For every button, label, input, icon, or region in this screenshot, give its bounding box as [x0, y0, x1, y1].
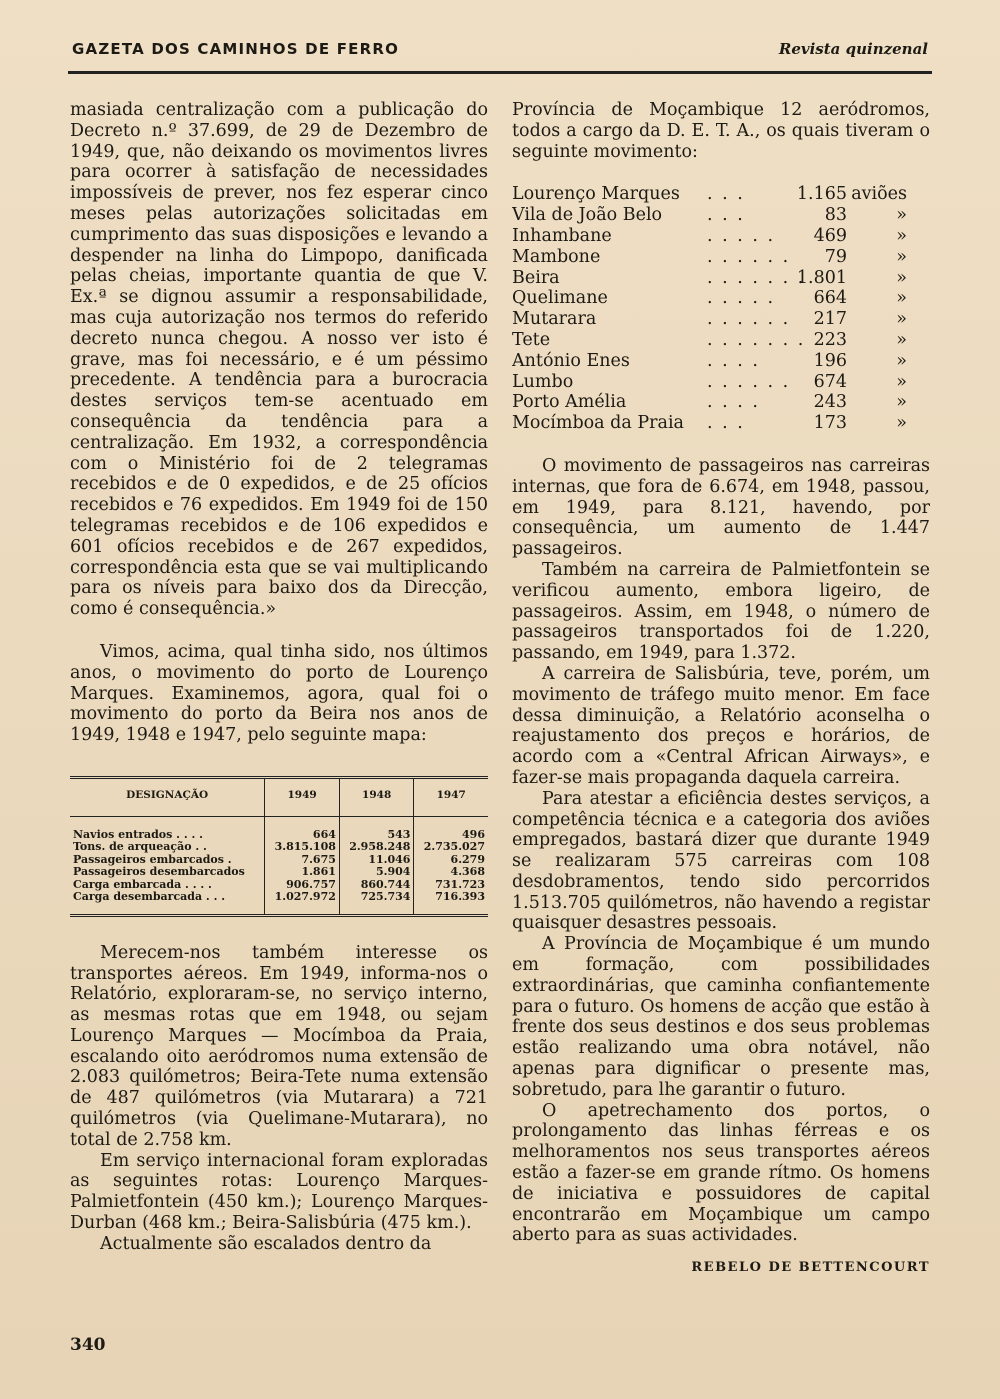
aerodrome-name: Vila de João Belo [512, 205, 663, 226]
aerodrome-value: 196 [813, 350, 847, 371]
journal-title: GAZETA DOS CAMINHOS DE FERRO [72, 40, 400, 58]
aerodrome-value: 83 [824, 205, 847, 226]
aerodrome-name: Lourenço Marques [512, 184, 680, 205]
page-number: 340 [70, 1335, 106, 1355]
list-item [512, 372, 930, 393]
leader-dots: . . . . [707, 350, 760, 371]
paragraph: O apetrechamento dos portos, o prolongamento das linhas férreas e os melhoramentos nos seus transportes aéreos estão a fazer-se em grande rítmo. Os homens de iniciativa e possuidores de capital encontrarão em Moçambique um campo aberto para as suas actividades. [512, 1100, 930, 1246]
row-label: Passageiros embarcados . [73, 852, 232, 866]
row-label: Navios entrados . . . . [73, 827, 203, 841]
leader-dots: . . . . . . . [707, 329, 806, 350]
aerodrome-unit: » [896, 246, 907, 267]
aerodrome-value: 243 [813, 392, 847, 413]
aerodrome-value: 173 [813, 413, 847, 434]
aerodrome-unit: aviões [851, 184, 907, 205]
cell: 725.734 [339, 891, 414, 915]
aerodrome-name: Mocímboa da Praia [512, 413, 684, 434]
list-item [512, 413, 930, 434]
aerodrome-value: 79 [824, 246, 847, 267]
aerodrome-unit: » [896, 205, 907, 226]
cell: 11.046 [339, 854, 414, 867]
aerodrome-unit: » [896, 371, 907, 392]
cell: 7.675 [265, 854, 340, 867]
table-row [70, 841, 488, 854]
aerodrome-value: 664 [813, 288, 847, 309]
aerodrome-name: Mutarara [512, 309, 597, 330]
table-header: 1947 [414, 777, 488, 816]
paragraph: Actualmente são escalados dentro da [100, 1233, 432, 1254]
aerodrome-name: António Enes [512, 350, 630, 371]
cell: 731.723 [414, 879, 488, 892]
leader-dots: . . . . . [707, 225, 776, 246]
cell: 664 [265, 816, 340, 841]
cell: 906.757 [265, 879, 340, 892]
paragraph: Merecem-nos também interesse os transportes aéreos. Em 1949, informa-nos o Relatório, exploraram-se, no serviço interno, as mesmas rotas que em 1948, ou sejam Lourenço Marques — Mocímboa da Praia, escalando oito aeródromos numa extensão de 2.083 quilómetros; Beira-Tete numa extensão de 487 quilómetros (via Mutarara) a 721 quilómetros (via Quelimane-Mutarara), no total de 2.758 km. [70, 942, 488, 1150]
list-item [512, 351, 930, 372]
list-item [512, 226, 930, 247]
aerodrome-name: Porto Amélia [512, 392, 627, 413]
aerodrome-name: Lumbo [512, 371, 574, 392]
leader-dots: . . . . . [707, 288, 776, 309]
paragraph: Também na carreira de Palmietfontein se verificou aumento, embora ligeiro, de passageiros. Assim, em 1948, o número de passageiros transportados foi de 1.220, passando, em 1949, para 1.372. [512, 559, 930, 664]
cell: 2.735.027 [414, 841, 488, 854]
list-item [512, 288, 930, 309]
cell: 1.027.972 [265, 891, 340, 915]
list-item [512, 330, 930, 351]
cell: 3.815.108 [265, 841, 340, 854]
leader-dots: . . . . . . [707, 246, 791, 267]
table-header: 1948 [339, 777, 414, 816]
aerodrome-value: 1.165 [796, 184, 847, 205]
table-header: 1949 [265, 777, 340, 816]
issue-type: Revista quinzenal [778, 40, 928, 58]
paragraph: O movimento de passageiros nas carreiras internas, que fora de 6.674, em 1948, passou, em 1949, para 8.121, havendo, por consequência, um aumento de 1.447 passageiros. [512, 455, 930, 560]
leader-dots: . . . . [707, 392, 760, 413]
aerodrome-list [512, 184, 930, 434]
aerodrome-unit: » [896, 329, 907, 350]
table-row [70, 891, 488, 915]
cell: 543 [339, 816, 414, 841]
paragraph: Vimos, acima, qual tinha sido, nos últimos anos, o movimento do porto de Lourenço Marques. Examinemos, agora, qual foi o movimento do porto da Beira nos anos de 1949, 1948 e 1947, pelo seguinte mapa: [70, 641, 488, 746]
aerodrome-value: 1.801 [796, 267, 847, 288]
author-signature: REBELO DE BETTENCOURT [691, 1260, 930, 1276]
aerodrome-unit: » [896, 392, 907, 413]
paragraph: Em serviço internacional foram exploradas as seguintes rotas: Lourenço Marques-Palmietfontein (450 km.); Lourenço Marques-Durban (468 km.; Beira-Salisbúria (475 km.). [70, 1150, 488, 1234]
aerodrome-unit: » [896, 267, 907, 288]
table-row [70, 816, 488, 841]
leader-dots: . . . . . . [707, 371, 791, 392]
cell: 5.904 [339, 866, 414, 879]
aerodrome-name: Beira [512, 267, 560, 288]
cell: 716.393 [414, 891, 488, 915]
aerodrome-unit: » [896, 225, 907, 246]
cell: 1.861 [265, 866, 340, 879]
list-item [512, 205, 930, 226]
leader-dots: . . . [707, 413, 745, 434]
header-rule [68, 71, 932, 74]
aerodrome-value: 223 [813, 329, 847, 350]
aerodrome-name: Inhambane [512, 225, 612, 246]
left-column [70, 100, 488, 1255]
table-row [70, 866, 488, 879]
leader-dots: . . . . . . . [707, 267, 806, 288]
row-label: Carga desembarcada . . . [73, 890, 226, 904]
list-item [512, 247, 930, 268]
aerodrome-unit: » [896, 288, 907, 309]
paragraph: A carreira de Salisbúria, teve, porém, um movimento de tráfego muito menor. Em face dessa diminuição, a Relatório aconselha o reajustamento dos preços e horários, de acordo com a «Central African Airways», e fazer-se mais propaganda daquela carreira. [512, 663, 930, 788]
aerodrome-name: Mambone [512, 246, 601, 267]
leader-dots: . . . . . . [707, 309, 791, 330]
aerodrome-value: 217 [813, 309, 847, 330]
cell: 2.958.248 [339, 841, 414, 854]
list-item [512, 268, 930, 289]
table-header: DESIGNAÇÃO [70, 777, 265, 816]
aerodrome-unit: » [896, 350, 907, 371]
cell: 6.279 [414, 854, 488, 867]
aerodrome-name: Tete [512, 329, 551, 350]
aerodrome-unit: » [896, 309, 907, 330]
port-movement-table [70, 776, 488, 917]
right-column [512, 100, 930, 1279]
list-item [512, 392, 930, 413]
leader-dots: . . . [707, 184, 745, 205]
cell: 860.744 [339, 879, 414, 892]
paragraph: A Província de Moçambique é um mundo em formação, com possibilidades extraordinárias, que caminha confiantemente para o futuro. Os homens de acção que estão à frente dos seus destinos e dos seus problemas estão realizando uma obra notável, não apenas para dignificar o presente mas, sobretudo, para lhe garantir o futuro. [512, 934, 930, 1100]
paragraph: Província de Moçambique 12 aeródromos, todos a cargo da D. E. T. A., os quais tiveram o seguinte movimento: [512, 100, 930, 162]
aerodrome-value: 469 [813, 225, 847, 246]
list-item [512, 184, 930, 205]
row-label: Tons. de arqueação . . [73, 840, 207, 854]
paragraph: Para atestar a eficiência destes serviços, a competência técnica e a categoria dos aviões empregados, bastará dizer que durante 1949 se realizaram 575 carreiras com 108 desdobramentos, tendo sido percorridos 1.513.705 quilómetros, não havendo a registar quaisquer desastres pessoais. [512, 788, 930, 934]
paragraph: masiada centralização com a publicação do Decreto n.º 37.699, de 29 de Dezembro de 1949, que, não deixando os movimentos livres para ocorrer à satisfação de necessidades impossíveis de prever, nos fez esperar cinco meses pelas autorizações solicitadas em cumprimento das suas disposições e levando a despender na linha do Limpopo, danificada pelas cheias, importante quantia de que V. Ex.ª se dignou assumir a responsabilidade, mas cuja autorização nos termos do referido decreto nunca chegou. A nosso ver isto é grave, mas foi necessário, e é um péssimo precedente. A tendência para a burocracia destes serviços tem-se acentuado em consequência da tendência para a centralização. Em 1932, a correspondência com o Ministério foi de 2 telegramas recebidos e de 0 expedidos, e de 25 ofícios recebidos e 76 expedidos. Em 1949 foi de 150 telegramas recebidos e de 106 expedidos e 601 ofícios recebidos e de 267 expedidos, correspondência esta que se vai multiplicando para os níveis para baixo dos da Direcção, como é consequência.» [70, 100, 488, 620]
cell: 4.368 [414, 866, 488, 879]
aerodrome-value: 674 [813, 371, 847, 392]
list-item [512, 309, 930, 330]
aerodrome-unit: » [896, 413, 907, 434]
cell: 496 [414, 816, 488, 841]
row-label: Carga embarcada . . . . [73, 877, 212, 891]
aerodrome-name: Quelimane [512, 288, 608, 309]
row-label: Passageiros desembarcados [73, 865, 245, 879]
leader-dots: . . . [707, 205, 745, 226]
